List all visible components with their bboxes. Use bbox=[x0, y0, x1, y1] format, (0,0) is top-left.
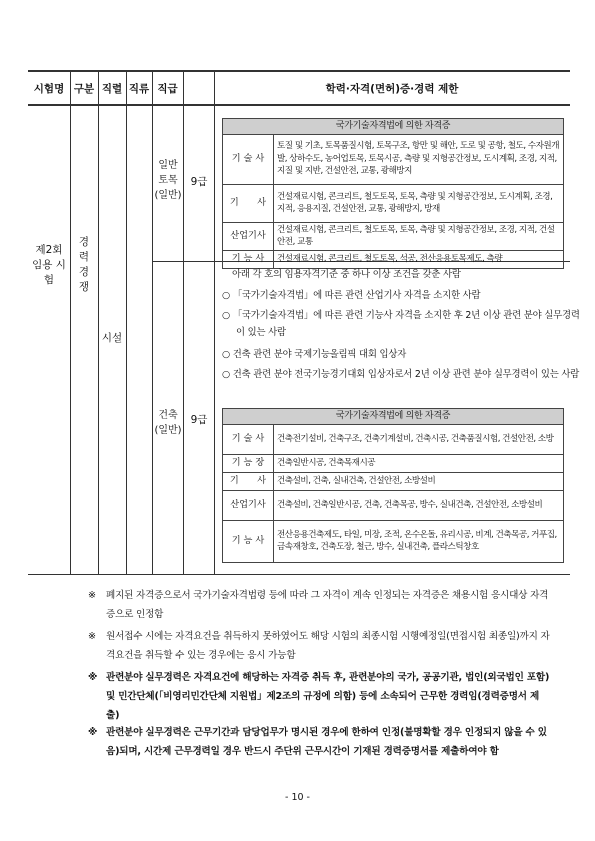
license-fields: 전산응용건축제도, 타일, 미장, 조적, 온수온돌, 유리시공, 비계, 건축목공, 거푸집, 금속재창호, 건축도장, 철근, 방수, 실내건축, 플라스틱창호 bbox=[274, 520, 564, 562]
col-divider bbox=[70, 70, 71, 574]
condition-item bbox=[222, 366, 580, 383]
page-number: - 10 - bbox=[285, 792, 310, 803]
arch-grade-cell: 9급 bbox=[190, 413, 208, 426]
license-level: 기 술 사 bbox=[223, 134, 274, 184]
license-level: 기 능 사 bbox=[223, 250, 274, 268]
category-cell: 경력 경쟁 bbox=[78, 236, 90, 293]
license-fields: 토질 및 기초, 토목품질시험, 토목구조, 항만 및 해안, 도로 및 공항, 철도, 수자원개발, 상하수도, 농어업토목, 토목시공, 측량 및 지형공간정보, 도시계획, 조경, 지적, 지질 및 지반, 건설안전, 교통, 광해방지 bbox=[274, 134, 564, 184]
license-level: 기 사 bbox=[223, 184, 274, 222]
note-text: 관련분야 실무경력은 근무기간과 담당업무가 명시된 경우에 한하여 인정(불명확할 경우 인정되지 않을 수 있음)되며, 시간제 근무경력일 경우 반드시 주단위 근무시간이 기재된 경력증명서를 제출하여야 함 bbox=[106, 727, 547, 757]
series-cell: 시설 bbox=[101, 331, 123, 344]
note-mark: ※ bbox=[88, 672, 98, 683]
note-mark: ※ bbox=[88, 590, 96, 601]
condition-bullet: ○ bbox=[222, 310, 230, 321]
table-row bbox=[223, 184, 564, 222]
footnote bbox=[88, 668, 552, 725]
table-row bbox=[223, 222, 564, 250]
table-row bbox=[223, 520, 564, 562]
col-divider bbox=[98, 70, 99, 574]
condition-item bbox=[222, 287, 566, 304]
note-mark: ※ bbox=[88, 727, 98, 738]
footnote bbox=[88, 627, 552, 665]
condition-text: 「국가기술자격법」에 따른 관련 기능사 자격을 소지한 후 2년 이상 관련 분야 실무경력이 있는 사람 bbox=[232, 310, 580, 338]
note-text: 폐지된 자격증으로서 국가기술자격법령 등에 따라 그 자격이 계속 인정되는 자격증은 채용시험 응시대상 자격증으로 인정함 bbox=[106, 590, 549, 620]
civil-grade-cell: 9급 bbox=[190, 175, 208, 188]
condition-bullet: ○ bbox=[222, 290, 230, 301]
footnote bbox=[88, 723, 552, 761]
license-fields: 건축일반시공, 건축목재시공 bbox=[274, 454, 564, 472]
note-text: 관련분야 실무경력은 자격요건에 해당하는 자격증 취득 후, 관련분야의 국가, 공공기관, 법인(외국법인 포함) 및 민간단체(「비영리민간단체 지원법」제2조의 규정에 의함) 등에 소속되어 근무한 경력임(경력증명서 제출) bbox=[106, 672, 550, 721]
table-bottom-border bbox=[28, 574, 570, 575]
arch-intro: 아래 각 호의 임용자격기준 중 하나 이상 조건을 갖춘 사람 bbox=[232, 269, 461, 280]
civil-license-table bbox=[222, 118, 564, 269]
note-mark: ※ bbox=[88, 631, 96, 642]
arch-license-table bbox=[222, 408, 564, 563]
condition-text: 건축 관련 분야 국제기능올림픽 대회 입상자 bbox=[232, 349, 407, 360]
header-kind: 직류 bbox=[128, 82, 150, 95]
table-row bbox=[223, 134, 564, 184]
license-fields: 건축전기설비, 건축구조, 건축기계설비, 건축시공, 건축품질시험, 건설안전, 소방 bbox=[274, 424, 564, 454]
header-requirement: 학력·자격(면허)증·경력 제한 bbox=[325, 82, 459, 95]
table-row bbox=[223, 472, 564, 490]
col-divider bbox=[126, 70, 127, 574]
header-category: 구분 bbox=[73, 82, 95, 95]
condition-item bbox=[222, 307, 580, 341]
condition-text: 건축 관련 분야 전국기능경기대회 입상자로서 2년 이상 관련 분야 실무경력이 있는 사람 bbox=[232, 369, 580, 380]
note-text: 원서접수 시에는 자격요건을 취득하지 못하였어도 해당 시험의 최종시험 시행예정일(면접시험 최종일)까지 자격요건을 취득할 수 있는 경우에는 응시 가능함 bbox=[106, 631, 550, 661]
table-row bbox=[223, 424, 564, 454]
arch-kind-cell: 건축 (일반) bbox=[154, 410, 182, 436]
license-level: 산업기사 bbox=[223, 490, 274, 520]
license-level: 기 사 bbox=[223, 472, 274, 490]
table-row bbox=[223, 454, 564, 472]
header-exam: 시험명 bbox=[33, 82, 65, 95]
condition-text: 「국가기술자격법」에 따른 관련 산업기사 자격을 소지한 사람 bbox=[232, 290, 481, 301]
license-level: 기 술 사 bbox=[223, 424, 274, 454]
license-level: 기 능 장 bbox=[223, 454, 274, 472]
civil-kind-cell: 일반 토목 (일반) bbox=[154, 159, 182, 201]
col-divider bbox=[214, 70, 215, 574]
license-fields: 건축설비, 건축, 실내건축, 건설안전, 소방설비 bbox=[274, 472, 564, 490]
header-grade: 직급 bbox=[157, 82, 178, 95]
footnote bbox=[88, 586, 552, 624]
condition-bullet: ○ bbox=[222, 369, 230, 380]
exam-name-cell: 제2회 임용 시험 bbox=[32, 243, 66, 286]
license-fields: 건설재료시험, 콘크리트, 철도토목, 석공, 전산응용토목제도, 측량 bbox=[274, 250, 564, 268]
table-row bbox=[223, 490, 564, 520]
license-level: 기 능 사 bbox=[223, 520, 274, 562]
license-fields: 건축설비, 건축일반시공, 건축, 건축목공, 방수, 실내건축, 건설안전, 소방설비 bbox=[274, 490, 564, 520]
header-series: 직렬 bbox=[101, 82, 123, 95]
license-fields: 건설재료시험, 콘크리트, 철도토목, 토목, 측량 및 지형공간정보, 도시계획, 조경, 지적, 응용지질, 건설안전, 교통, 광해방지, 방재 bbox=[274, 184, 564, 222]
col-divider bbox=[183, 70, 184, 574]
condition-item bbox=[222, 346, 566, 363]
arch-table-caption: 국가기술자격법에 의한 자격증 bbox=[223, 409, 564, 425]
civil-table-caption: 국가기술자격법에 의한 자격증 bbox=[223, 119, 564, 135]
license-fields: 건설재료시험, 콘크리트, 철도토목, 토목, 측량 및 지형공간정보, 조경, 지적, 건설안전, 교통 bbox=[274, 222, 564, 250]
condition-bullet: ○ bbox=[222, 349, 230, 360]
col-divider bbox=[152, 70, 153, 574]
header-bottom-border bbox=[28, 104, 570, 106]
license-level: 산업기사 bbox=[223, 222, 274, 250]
